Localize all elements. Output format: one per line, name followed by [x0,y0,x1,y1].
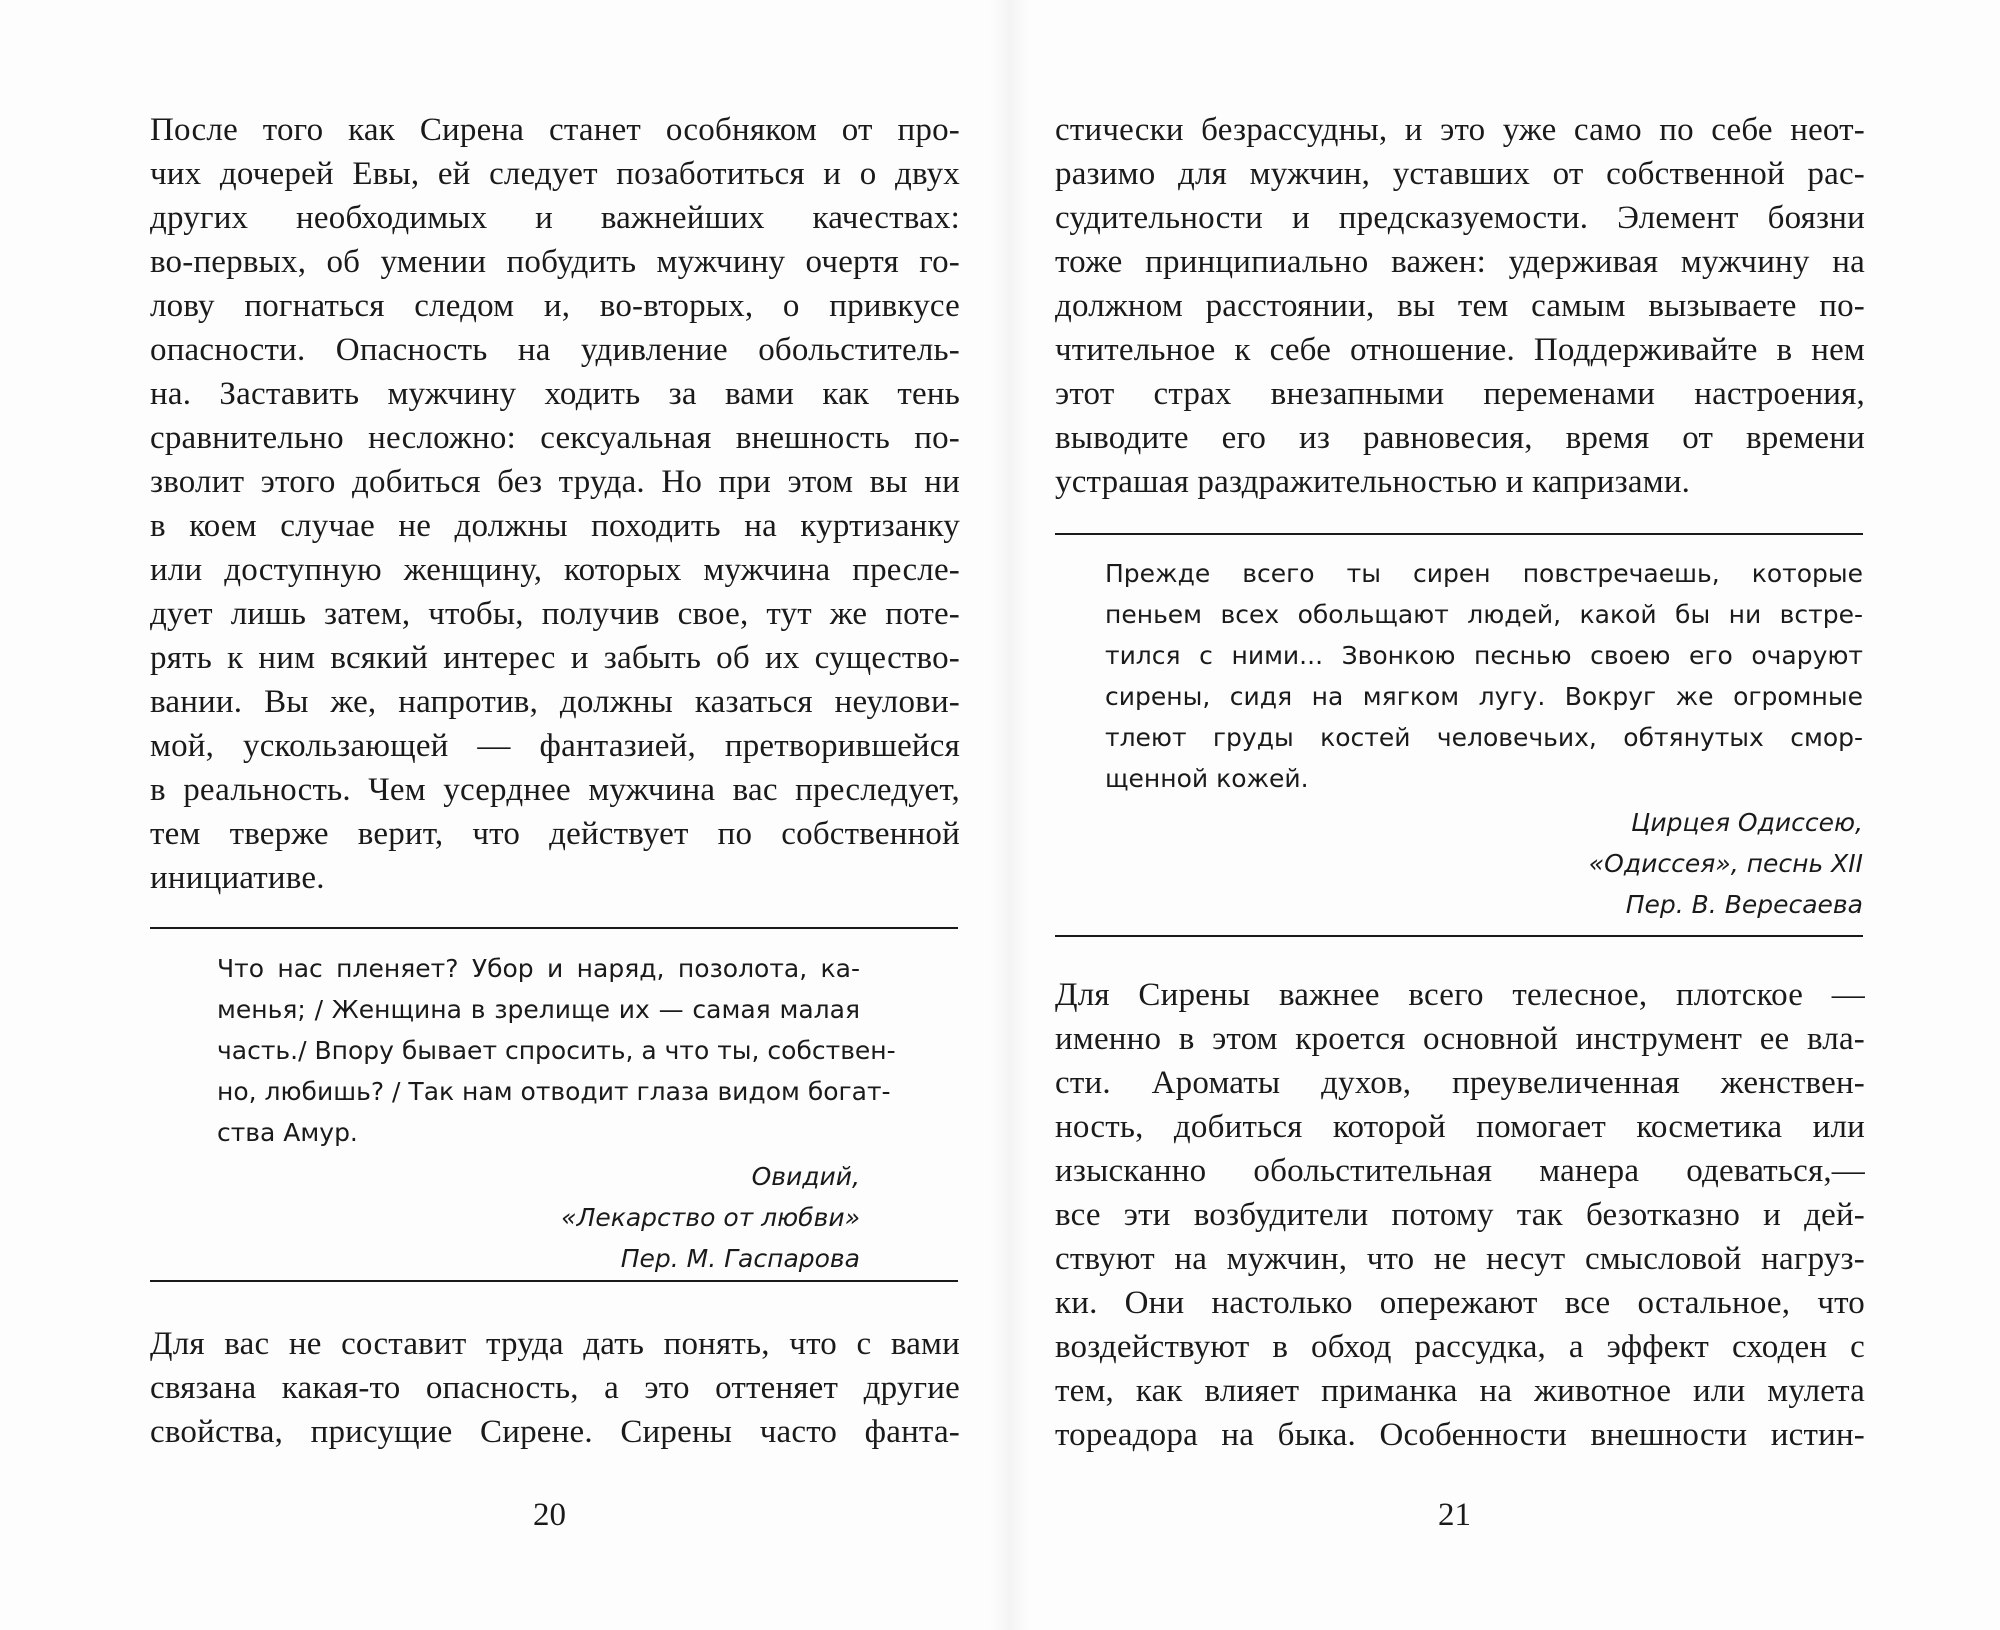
text-line: выводите его из равновесия, время от времени [1055,420,1865,456]
text-line: мой, ускользающей — фантазией, претворившейся [150,728,960,764]
quote-line: сирены, сидя на мягком лугу. Вокруг же огромные [1105,682,1863,711]
epigraph-work: «Одиссея», песнь XII [1588,849,1863,878]
text-line: сти. Ароматы духов, преувеличенная женствен- [1055,1065,1865,1101]
left-paragraph-1 [150,108,960,900]
quote-line: тлеют груды костей человечьих, обтянутых смор- [1105,723,1863,752]
text-line: сравнительно несложно: сексуальная внешность по- [150,420,960,456]
epigraph-bottom-rule [1055,935,1863,937]
right-epigraph-attribution [1105,802,1863,925]
right-epigraph [1105,553,1863,799]
text-line: в коем случае не должны походить на куртизанку [150,508,960,544]
quote-line: но, любишь? / Так нам отводит глаза видом богат- [217,1077,891,1106]
text-line: стически безрассудны, и это уже само по себе неот- [1055,112,1865,148]
page-number-left: 20 [533,1497,566,1533]
text-line: вании. Вы же, напротив, должны казаться неулови- [150,684,960,720]
quote-line: щенной кожей. [1105,764,1309,793]
text-line: ствуют на мужчин, что не несут смысловой нагруз- [1055,1241,1865,1277]
left-page [150,0,960,1630]
left-paragraph-2 [150,1322,960,1454]
text-line: тореадора на быка. Особенности внешности истин- [1055,1417,1865,1453]
left-epigraph-attribution [217,1156,860,1279]
quote-line: Что нас пленяет? Убор и наряд, позолота, ка- [217,954,860,983]
epigraph-author: Овидий, [751,1162,860,1191]
epigraph-author: Цирцея Одиссею, [1631,808,1863,837]
text-line: свойства, присущие Сирене. Сирены часто фанта- [150,1414,960,1450]
text-line: тем, как влияет приманка на животное или мулета [1055,1373,1865,1409]
text-line: именно в этом кроется основной инструмент ее вла- [1055,1021,1865,1057]
text-line: тоже принципиально важен: удерживая мужчину на [1055,244,1865,280]
epigraph-translator: Пер. В. Вересаева [1625,890,1863,919]
page-number-right: 21 [1438,1497,1471,1533]
left-epigraph [217,948,896,1153]
text-line: в реальность. Чем усерднее мужчина вас преследует, [150,772,960,808]
quote-line: ства Амур. [217,1118,358,1147]
quote-line: часть./ Впору бывает спросить, а что ты, собствен- [217,1036,896,1065]
epigraph-translator: Пер. М. Гаспарова [620,1244,860,1273]
book-gutter [990,0,1030,1630]
right-paragraph-1 [1055,108,1865,504]
text-line: зволит этого добиться без труда. Но при этом вы ни [150,464,960,500]
epigraph-bottom-rule [150,1280,958,1282]
text-line: разимо для мужчин, уставших от собственной рас- [1055,156,1865,192]
text-line: этот страх внезапными переменами настроения, [1055,376,1865,412]
epigraph-work: «Лекарство от любви» [561,1203,860,1232]
quote-line: пеньем всех обольщают людей, какой бы ни встре- [1105,600,1863,629]
text-line: на. Заставить мужчину ходить за вами как тень [150,376,960,412]
text-line: Для вас не составит труда дать понять, что с вами [150,1326,960,1362]
text-line: рять к ним всякий интерес и забыть об их существо- [150,640,960,676]
text-line: во-первых, об умении побудить мужчину очертя го- [150,244,960,280]
text-line: должном расстоянии, вы тем самым вызываете по- [1055,288,1865,324]
text-line: других необходимых и важнейших качествах: [150,200,960,236]
text-line: дует лишь затем, чтобы, получив свое, тут же поте- [150,596,960,632]
text-line: чих дочерей Евы, ей следует позаботиться и о двух [150,156,960,192]
text-line: инициативе. [150,860,325,896]
text-line: устрашая раздражительностью и капризами. [1055,464,1691,500]
text-line: тем тверже верит, что действует по собственной [150,816,960,852]
epigraph-top-rule [150,927,958,929]
text-line: или доступную женщину, которых мужчина пресле- [150,552,960,588]
text-line: лову погнаться следом и, во-вторых, о привкусе [150,288,960,324]
text-line: ки. Они настолько опережают все остальное, что [1055,1285,1865,1321]
quote-line: Прежде всего ты сирен повстречаешь, которые [1105,559,1863,588]
right-paragraph-2 [1055,973,1865,1457]
right-page [1055,0,1865,1630]
text-line: судительности и предсказуемости. Элемент боязни [1055,200,1865,236]
text-line: Для Сирены важнее всего телесное, плотское — [1055,977,1865,1013]
text-line: изысканно обольстительная манера одеваться,— [1055,1153,1865,1189]
quote-line: тился с ними... Звонкою песнью своею его очаруют [1105,641,1863,670]
text-line: опасности. Опасность на удивление обольститель- [150,332,960,368]
text-line: воздействуют в обход рассудка, а эффект сходен с [1055,1329,1865,1365]
text-line: ность, добиться которой помогает косметика или [1055,1109,1865,1145]
text-line: связана какая-то опасность, а это оттеняет другие [150,1370,960,1406]
quote-line: менья; / Женщина в зрелище их — самая малая [217,995,860,1024]
text-line: чтительное к себе отношение. Поддерживайте в нем [1055,332,1865,368]
text-line: все эти возбудители потому так безотказно и дей- [1055,1197,1865,1233]
text-line: После того как Сирена станет особняком от про- [150,112,960,148]
epigraph-top-rule [1055,533,1863,535]
